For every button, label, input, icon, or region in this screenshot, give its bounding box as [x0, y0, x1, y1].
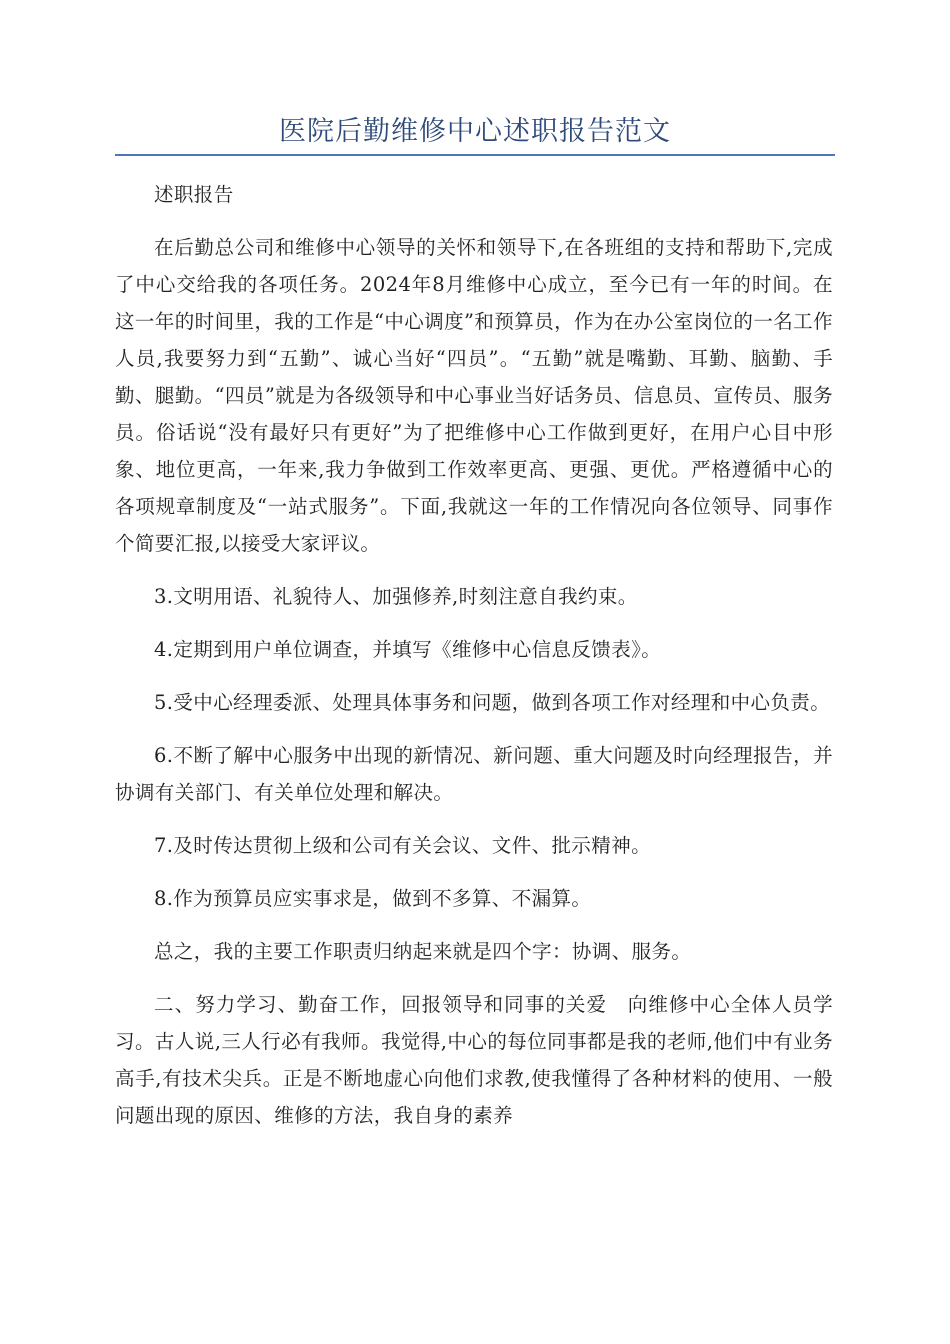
title-underline	[115, 154, 835, 156]
paragraph-item-7: 7.及时传达贯彻上级和公司有关会议、文件、批示精神。	[154, 834, 652, 857]
paragraph-item-4: 4.定期到用户单位调查，并填写《维修中心信息反馈表》。	[154, 638, 662, 661]
paragraph-summary: 总之，我的主要工作职责归纳起来就是四个字：协调、服务。	[154, 940, 692, 963]
document-title: 医院后勤维修中心述职报告范文	[279, 116, 671, 147]
paragraph-intro: 在后勤总公司和维修中心领导的关怀和领导下,在各班组的支持和帮助下,完成了中心交给我的各项任务。2024年8月维修中心成立，至今已有一年的时间。在这一年的时间里，我的工作是“中心调度”和预算员，作为在办公室岗位的一名工作人员,我要努力到“五勤”、诚心当好“四员”。“五勤”就是嘴勤、耳勤、脑勤、手勤、腿勤。“四员”就是为各级领导和中心事业当好话务员、信息员、宣传员、服务员。俗话说“没有最好只有更好”为了把维修中心工作做到更好，在用户心目中形象、地位更高，一年来,我力争做到工作效率更高、更强、更优。严格遵循中心的各项规章制度及“一站式服务”。下面,我就这一年的工作情况向各位领导、同事作个简要汇报,以接受大家评议。	[115, 236, 833, 555]
paragraph-item-6: 6.不断了解中心服务中出现的新情况、新问题、重大问题及时向经理报告，并协调有关部门、有关单位处理和解决。	[115, 744, 833, 804]
document-body	[115, 176, 833, 1150]
paragraph-item-5: 5.受中心经理委派、处理具体事务和问题，做到各项工作对经理和中心负责。	[154, 691, 831, 714]
paragraph-item-8: 8.作为预算员应实事求是，做到不多算、不漏算。	[154, 887, 592, 910]
paragraph-heading: 述职报告	[154, 183, 234, 206]
paragraph-item-3: 3.文明用语、礼貌待人、加强修养,时刻注意自我约束。	[154, 585, 638, 608]
paragraph-section-2: 二、努力学习、勤奋工作，回报领导和同事的关爱 向维修中心全体人员学习。古人说,三人行必有我师。我觉得,中心的每位同事都是我的老师,他们中有业务高手,有技术尖兵。正是不断地虚心向他们求教,使我懂得了各种材料的使用、一般问题出现的原因、维修的方法，我自身的素养	[115, 993, 833, 1127]
